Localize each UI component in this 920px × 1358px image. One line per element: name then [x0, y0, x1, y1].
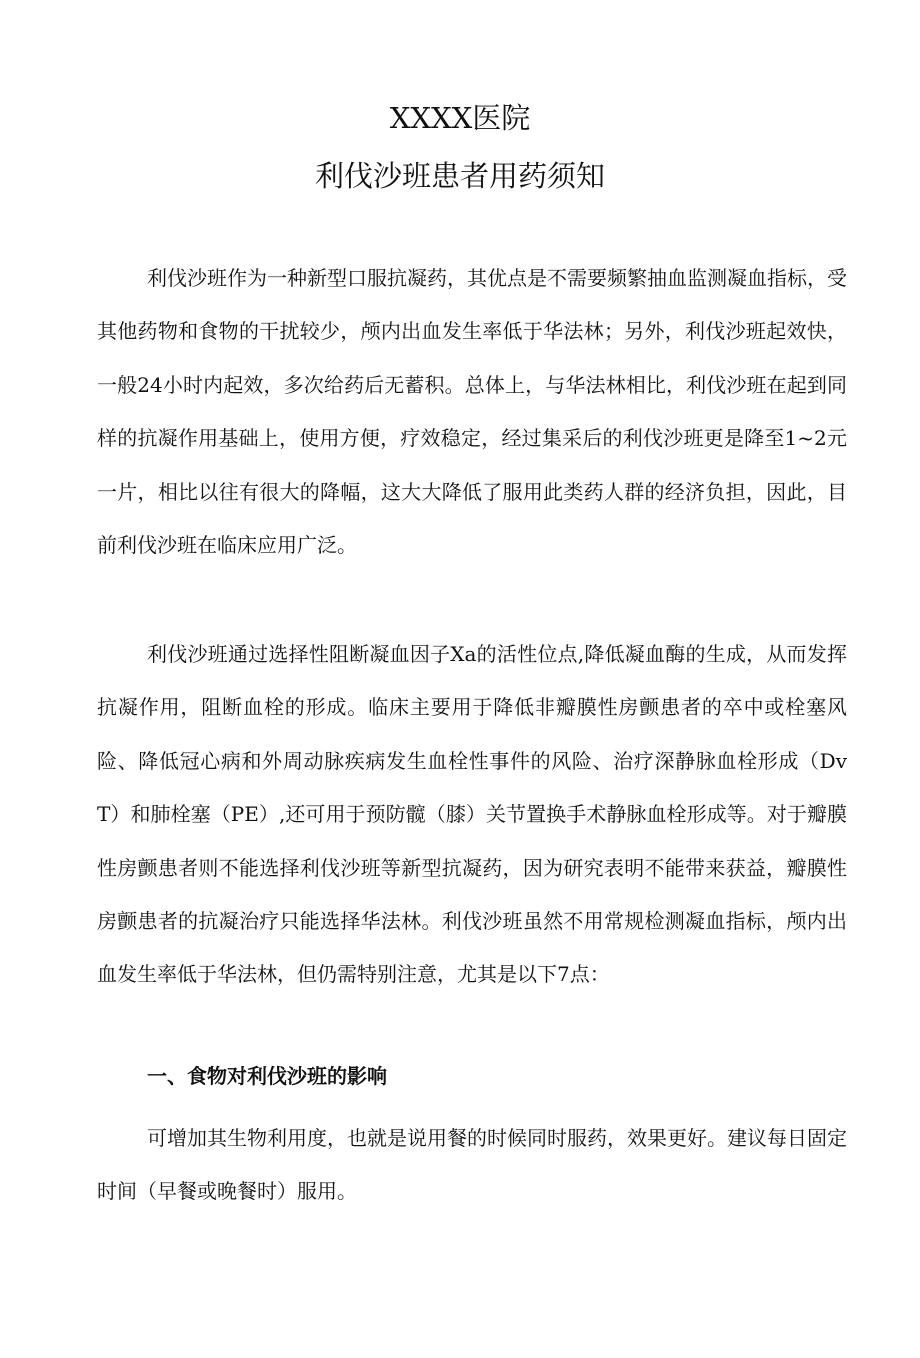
section-text-food: 可增加其生物利用度，也就是说用餐的时候同时服药，效果更好。建议每日固定时间（早餐或晚餐时）服用。	[97, 1126, 847, 1204]
section-heading-food: 一、食物对利伐沙班的影响	[147, 1064, 387, 1088]
document-title: 利伐沙班患者用药须知	[314, 159, 605, 193]
hospital-name: XXXX医院	[389, 101, 531, 135]
mechanism-paragraph: 利伐沙班通过选择性阻断凝血因子Xa的活性位点,降低凝血酶的生成，从而发挥抗凝作用，阻断血栓的形成。临床主要用于降低非瓣膜性房颤患者的卒中或栓塞风险、降低冠心病和外周动脉疾病发生血栓性事件的风险、治疗深静脉血栓形成（DvT）和肺栓塞（PE）,还可用于预防髋（膝）关节置换手术静脉血栓形成等。对于瓣膜性房颤患者则不能选择利伐沙班等新型抗凝药，因为研究表明不能带来获益，瓣膜性房颤患者的抗凝治疗只能选择华法林。利伐沙班虽然不用常规检测凝血指标，颅内出血发生率低于华法林，但仍需特别注意，尤其是以下7点：	[97, 642, 847, 987]
intro-paragraph: 利伐沙班作为一种新型口服抗凝药，其优点是不需要频繁抽血监测凝血指标，受其他药物和食物的干扰较少，颅内出血发生率低于华法林；另外，利伐沙班起效快，一般24小时内起效，多次给药后无蓄积。总体上，与华法林相比，利伐沙班在起到同样的抗凝作用基础上，使用方便，疗效稳定，经过集采后的利伐沙班更是降至1~2元一片，相比以往有很大的降幅，这大大降低了服用此类药人群的经济负担，因此，目前利伐沙班在临床应用广泛。	[97, 266, 847, 558]
